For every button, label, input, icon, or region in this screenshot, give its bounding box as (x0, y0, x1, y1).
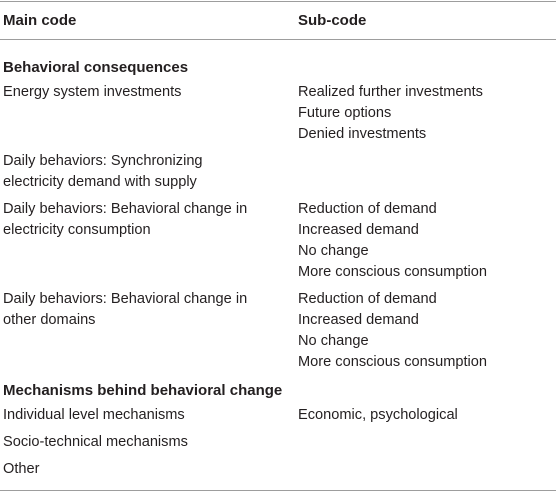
table-row-main (3, 432, 188, 453)
sub-code-text: Denied investments (298, 126, 427, 142)
sub-code-text: Reduction of demand (298, 201, 437, 217)
table-row-main (3, 459, 40, 480)
table-row-main (3, 405, 185, 426)
table-row-sub (298, 289, 487, 373)
table-row-main (3, 151, 203, 193)
header-sub-code: Sub-code (298, 12, 367, 29)
table-top-rule (0, 1, 556, 2)
table-row-sub (298, 199, 487, 283)
main-code-text: Daily behaviors: Behavioral change in (3, 201, 248, 217)
table-bottom-rule (0, 490, 556, 491)
sub-code-text: No change (298, 243, 369, 259)
sub-code-text: More conscious consumption (298, 354, 487, 370)
table-row-sub (298, 82, 483, 145)
sub-code-text: No change (298, 333, 369, 349)
main-code-text: electricity demand with supply (3, 174, 197, 190)
sub-code-text: Economic, psychological (298, 407, 458, 423)
table-row-sub (298, 405, 458, 426)
main-code-text: Individual level mechanisms (3, 407, 185, 423)
main-code-text: Daily behaviors: Synchronizing (3, 153, 203, 169)
main-code-text: Other (3, 461, 40, 477)
table-header-rule (0, 39, 556, 40)
main-code-text: electricity consumption (3, 222, 151, 238)
section-title: Behavioral consequences (3, 59, 189, 76)
sub-code-text: Reduction of demand (298, 291, 437, 307)
main-code-text: Socio-technical mechanisms (3, 434, 188, 450)
main-code-text: Energy system investments (3, 84, 182, 100)
table-row-main (3, 82, 181, 103)
table-row-main (3, 289, 247, 331)
table-row-main (3, 199, 247, 241)
sub-code-text: Increased demand (298, 312, 419, 328)
section-title: Mechanisms behind behavioral change (3, 382, 283, 399)
sub-code-text: Future options (298, 105, 392, 121)
sub-code-text: Increased demand (298, 222, 419, 238)
main-code-text: other domains (3, 312, 96, 328)
sub-code-text: Realized further investments (298, 84, 483, 100)
header-main-code: Main code (3, 12, 77, 29)
main-code-text: Daily behaviors: Behavioral change in (3, 291, 248, 307)
sub-code-text: More conscious consumption (298, 264, 487, 280)
